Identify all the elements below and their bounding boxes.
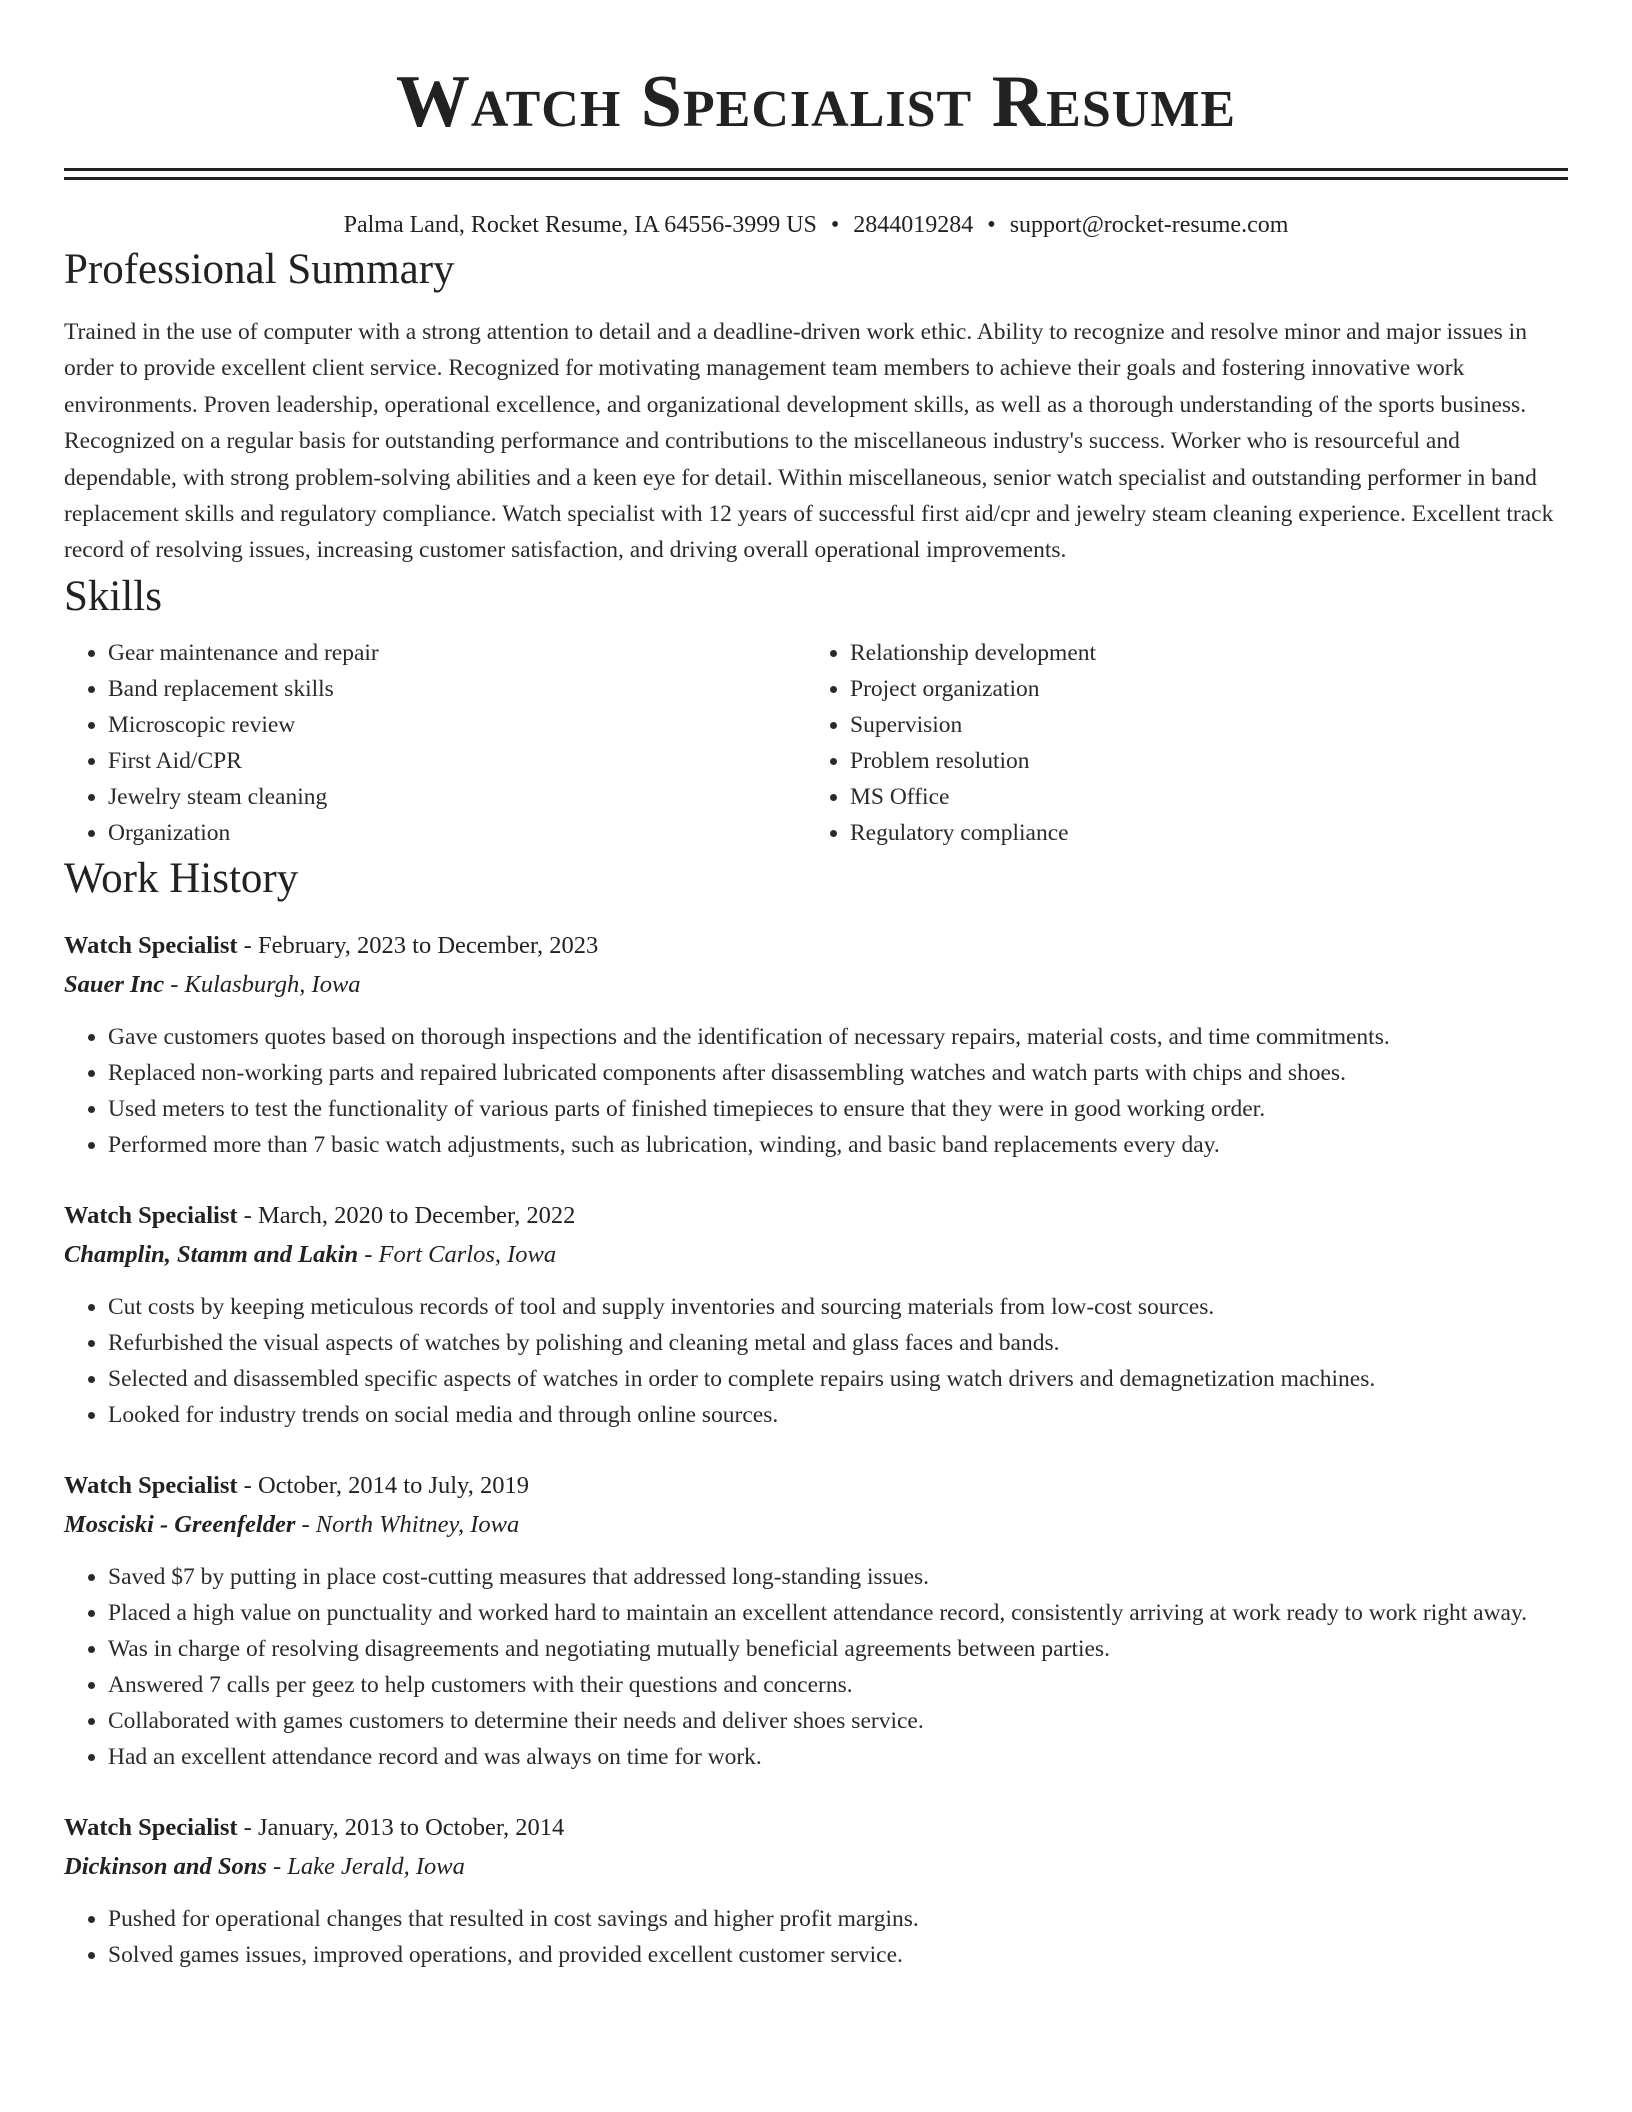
work-history-heading: Work History	[64, 854, 299, 902]
job-location: - Lake Jerald, Iowa	[266, 1852, 465, 1880]
skill-item: • MS Office	[850, 779, 1096, 815]
job-location: - Kulasburgh, Iowa	[164, 970, 361, 998]
skill-item: • Jewelry steam cleaning	[108, 779, 806, 815]
company-name: Sauer Inc	[64, 970, 165, 998]
contact-phone: 2844019284	[853, 212, 974, 238]
contact-email: support@rocket-resume.com	[1009, 212, 1289, 238]
skills-heading: Skills	[64, 572, 162, 620]
page-title: Watch Specialist Resume	[395, 61, 1237, 143]
contact-separator: •	[830, 212, 840, 238]
job-duties	[64, 1289, 1568, 1433]
duty-item: • Saved $7 by putting in place cost-cutting measures that addressed long-standing issues.	[108, 1559, 1568, 1595]
duty-item: • Collaborated with games customers to determine their needs and deliver shoes service.	[108, 1703, 1568, 1739]
duty-item: • Placed a high value on punctuality and worked hard to maintain an excellent attendance record, consistently arriving at work ready to work right away.	[108, 1595, 1568, 1631]
job-employer	[64, 1235, 1568, 1275]
job-entry	[64, 1467, 1568, 1775]
duty-item: • Answered 7 calls per geez to help customers with their questions and concerns.	[108, 1667, 1568, 1703]
job-location: - Fort Carlos, Iowa	[358, 1240, 557, 1268]
summary-text: Trained in the use of computer with a strong attention to detail and a deadline-driven work ethic. Ability to recognize and resolve minor and major issues in order to provide excellent client service. Recognized for motivating management team members to achieve their goals and fostering innovative work environments. Proven leadership, operational excellence, and organizational development skills, as well as a thorough understanding of the sports business. Recognized on a regular basis for outstanding performance and contributions to the miscellaneous industry's success. Worker who is resourceful and dependable, with strong problem-solving abilities and a keen eye for detail. Within miscellaneous, senior watch specialist and outstanding performer in band replacement skills and regulatory compliance. Watch specialist with 12 years of successful first aid/cpr and jewelry steam cleaning experience. Excellent track record of resolving issues, increasing customer satisfaction, and driving overall operational improvements.	[64, 319, 1554, 564]
skill-item: • Relationship development	[850, 635, 1096, 671]
skills-list-left	[64, 635, 806, 851]
company-name: Dickinson and Sons	[64, 1852, 267, 1880]
duty-item: • Cut costs by keeping meticulous records of tool and supply inventories and sourcing materials from low-cost sources.	[108, 1289, 1568, 1325]
job-duties	[64, 1901, 1568, 1973]
job-entry	[64, 927, 1568, 1163]
job-header	[64, 927, 1568, 965]
job-duties	[64, 1559, 1568, 1775]
job-entry	[64, 1809, 1568, 1973]
contact-line	[64, 208, 1568, 242]
duty-item: • Replaced non-working parts and repaired lubricated components after disassembling watches and watch parts with chips and shoes.	[108, 1055, 1568, 1091]
duty-item: • Looked for industry trends on social media and through online sources.	[108, 1397, 1568, 1433]
skill-item: • Band replacement skills	[108, 671, 806, 707]
job-header	[64, 1197, 1568, 1235]
job-duties	[64, 1019, 1568, 1163]
skill-item: • Gear maintenance and repair	[108, 635, 806, 671]
duty-item: • Was in charge of resolving disagreements and negotiating mutually beneficial agreements between parties.	[108, 1631, 1568, 1667]
skill-item: • First Aid/CPR	[108, 743, 806, 779]
duty-item: • Gave customers quotes based on thorough inspections and the identification of necessary repairs, material costs, and time commitments.	[108, 1019, 1568, 1055]
job-dates: - October, 2014 to July, 2019	[237, 1471, 529, 1499]
duty-item: • Used meters to test the functionality of various parts of finished timepieces to ensure that they were in good working order.	[108, 1091, 1568, 1127]
summary-heading: Professional Summary	[64, 246, 455, 293]
job-employer	[64, 965, 1568, 1005]
job-dates: - March, 2020 to December, 2022	[237, 1201, 576, 1229]
duty-item: • Solved games issues, improved operations, and provided excellent customer service.	[108, 1937, 1568, 1973]
contact-address: Palma Land, Rocket Resume, IA 64556-3999 US	[343, 212, 817, 238]
job-header	[64, 1467, 1568, 1505]
job-employer	[64, 1847, 1568, 1887]
skills-list-right	[806, 635, 1096, 851]
job-location: - North Whitney, Iowa	[295, 1510, 520, 1538]
job-title: Watch Specialist	[64, 1201, 238, 1229]
contact-separator: •	[987, 212, 996, 238]
duty-item: • Performed more than 7 basic watch adjustments, such as lubrication, winding, and basic band replacements every day.	[108, 1127, 1568, 1163]
job-employer	[64, 1505, 1568, 1545]
skill-item: • Organization	[108, 815, 806, 851]
duty-item: • Pushed for operational changes that resulted in cost savings and higher profit margins.	[108, 1901, 1568, 1937]
skills-columns	[64, 635, 1568, 851]
skill-item: • Supervision	[850, 707, 1096, 743]
job-title: Watch Specialist	[64, 931, 238, 959]
company-name: Champlin, Stamm and Lakin	[64, 1240, 359, 1268]
duty-item: • Refurbished the visual aspects of watches by polishing and cleaning metal and glass faces and bands.	[108, 1325, 1568, 1361]
skill-item: • Project organization	[850, 671, 1096, 707]
job-entry	[64, 1197, 1568, 1433]
job-dates: - January, 2013 to October, 2014	[237, 1813, 565, 1841]
company-name: Mosciski - Greenfelder	[64, 1510, 296, 1538]
title-divider	[64, 168, 1568, 180]
job-dates: - February, 2023 to December, 2023	[237, 931, 599, 959]
job-header	[64, 1809, 1568, 1847]
duty-item: • Selected and disassembled specific aspects of watches in order to complete repairs using watch drivers and demagnetization machines.	[108, 1361, 1568, 1397]
skill-item: • Problem resolution	[850, 743, 1096, 779]
job-title: Watch Specialist	[64, 1813, 238, 1841]
skill-item: • Microscopic review	[108, 707, 806, 743]
skill-item: • Regulatory compliance	[850, 815, 1096, 851]
job-title: Watch Specialist	[64, 1471, 238, 1499]
duty-item: • Had an excellent attendance record and was always on time for work.	[108, 1739, 1568, 1775]
